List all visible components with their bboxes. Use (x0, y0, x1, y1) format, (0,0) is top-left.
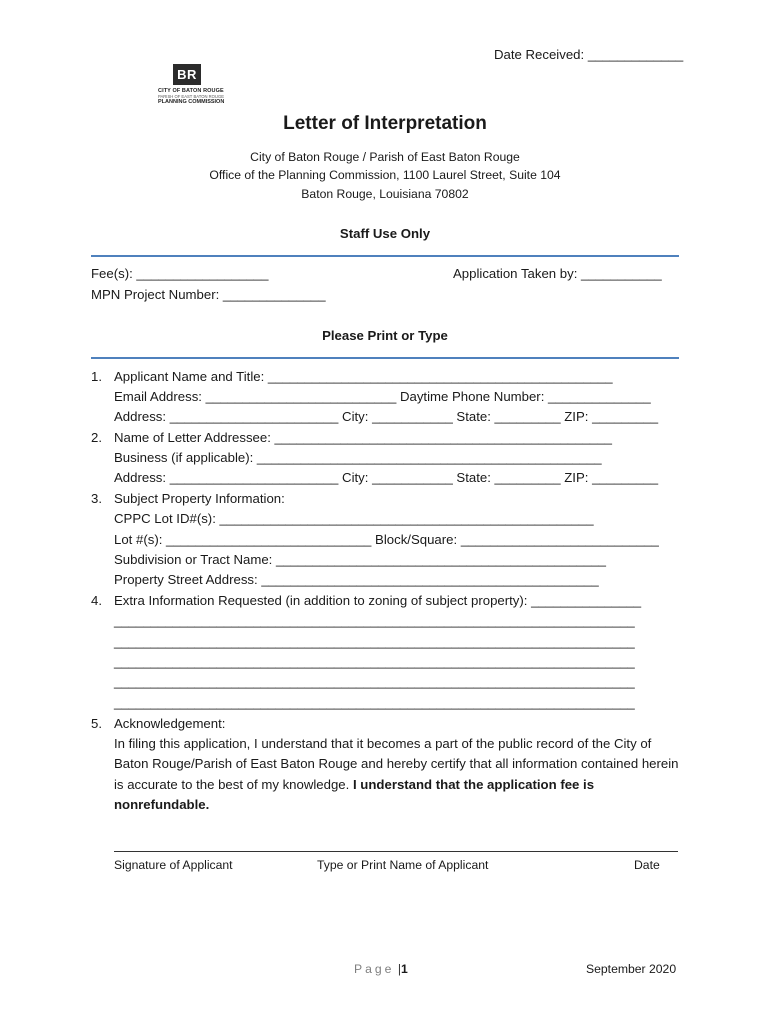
applicant-address-field[interactable]: Address: _______________________ City: ___________ State: _________ ZIP: _________ (114, 409, 659, 424)
property-street-address-field[interactable]: Property Street Address: ______________________________________________ (114, 572, 599, 587)
section-number: 4. (91, 593, 102, 608)
signature-line[interactable] (114, 851, 678, 852)
section-number: 3. (91, 491, 102, 506)
page-label: Page (354, 962, 395, 976)
addressee-address-field[interactable]: Address: _______________________ City: ___________ State: _________ ZIP: _________ (114, 470, 659, 485)
extra-information-line[interactable]: _______________________________________________________________________ (114, 634, 635, 649)
section-number: 2. (91, 430, 102, 445)
logo-line-parish: PARISH OF EAST BATON ROUGE (158, 94, 225, 99)
page-footer (354, 962, 408, 976)
page-title: Letter of Interpretation (283, 113, 487, 134)
application-taken-by-field[interactable]: Application Taken by: ___________ (453, 266, 662, 281)
section-number: 5. (91, 716, 102, 731)
address-line-1: City of Baton Rouge / Parish of East Baton Rouge (250, 150, 520, 164)
print-name-label: Type or Print Name of Applicant (317, 858, 489, 872)
nonrefundable-notice: I understand that the application fee is nonrefundable. (114, 776, 595, 812)
section-number: 1. (91, 369, 102, 384)
address-line-3: Baton Rouge, Louisiana 70802 (301, 187, 469, 201)
addressee-business-field[interactable]: Business (if applicable): _______________________________________________ (114, 450, 602, 465)
extra-information-line[interactable]: _______________________________________________________________________ (114, 654, 635, 669)
date-received-field[interactable]: Date Received: _____________ (494, 47, 684, 62)
logo-line-city: CITY OF BATON ROUGE (158, 88, 224, 94)
acknowledgement-heading: Acknowledgement: (114, 716, 226, 731)
extra-information-line[interactable]: _______________________________________________________________________ (114, 674, 635, 689)
extra-information-line[interactable]: _______________________________________________________________________ (114, 695, 635, 710)
extra-information-line[interactable]: _______________________________________________________________________ (114, 613, 635, 628)
page-number: 1 (401, 962, 408, 976)
fees-field[interactable]: Fee(s): __________________ (91, 266, 269, 281)
subject-property-heading: Subject Property Information: (114, 491, 285, 506)
lot-block-field[interactable]: Lot #(s): ____________________________ Block/Square: ___________________________ (114, 532, 659, 547)
date-label: Date (634, 858, 660, 872)
logo-initials: BR (173, 64, 201, 85)
addressee-name-field[interactable]: Name of Letter Addressee: ______________________________________________ (114, 430, 612, 445)
acknowledgement-statement: In filing this application, I understand that it becomes a part of the public record of the City of Baton Rouge/Parish of East Baton Rouge and hereby certify that all information contained herein is accurate to the best of my knowledge. (114, 736, 679, 792)
staff-divider (91, 255, 679, 257)
mpn-project-number-field[interactable]: MPN Project Number: ______________ (91, 287, 326, 302)
print-or-type-heading: Please Print or Type (322, 328, 448, 343)
applicant-email-phone-field[interactable]: Email Address: __________________________ Daytime Phone Number: ______________ (114, 389, 651, 404)
extra-information-field[interactable]: Extra Information Requested (in addition to zoning of subject property): _______________ (114, 593, 642, 608)
applicant-name-field[interactable]: Applicant Name and Title: _______________________________________________ (114, 369, 613, 384)
planning-commission-logo (158, 64, 238, 108)
subdivision-name-field[interactable]: Subdivision or Tract Name: _____________________________________________ (114, 552, 607, 567)
acknowledgement-text (114, 734, 684, 815)
signature-label: Signature of Applicant (114, 858, 233, 872)
page-separator: | (397, 962, 402, 976)
form-divider (91, 357, 679, 359)
staff-use-heading: Staff Use Only (339, 226, 431, 241)
logo-line-commission: PLANNING COMMISSION (158, 99, 225, 105)
revision-date: September 2020 (586, 962, 677, 976)
address-line-2: Office of the Planning Commission, 1100 Laurel Street, Suite 104 (209, 168, 561, 182)
cppc-lot-id-field[interactable]: CPPC Lot ID#(s): ___________________________________________________ (114, 511, 594, 526)
